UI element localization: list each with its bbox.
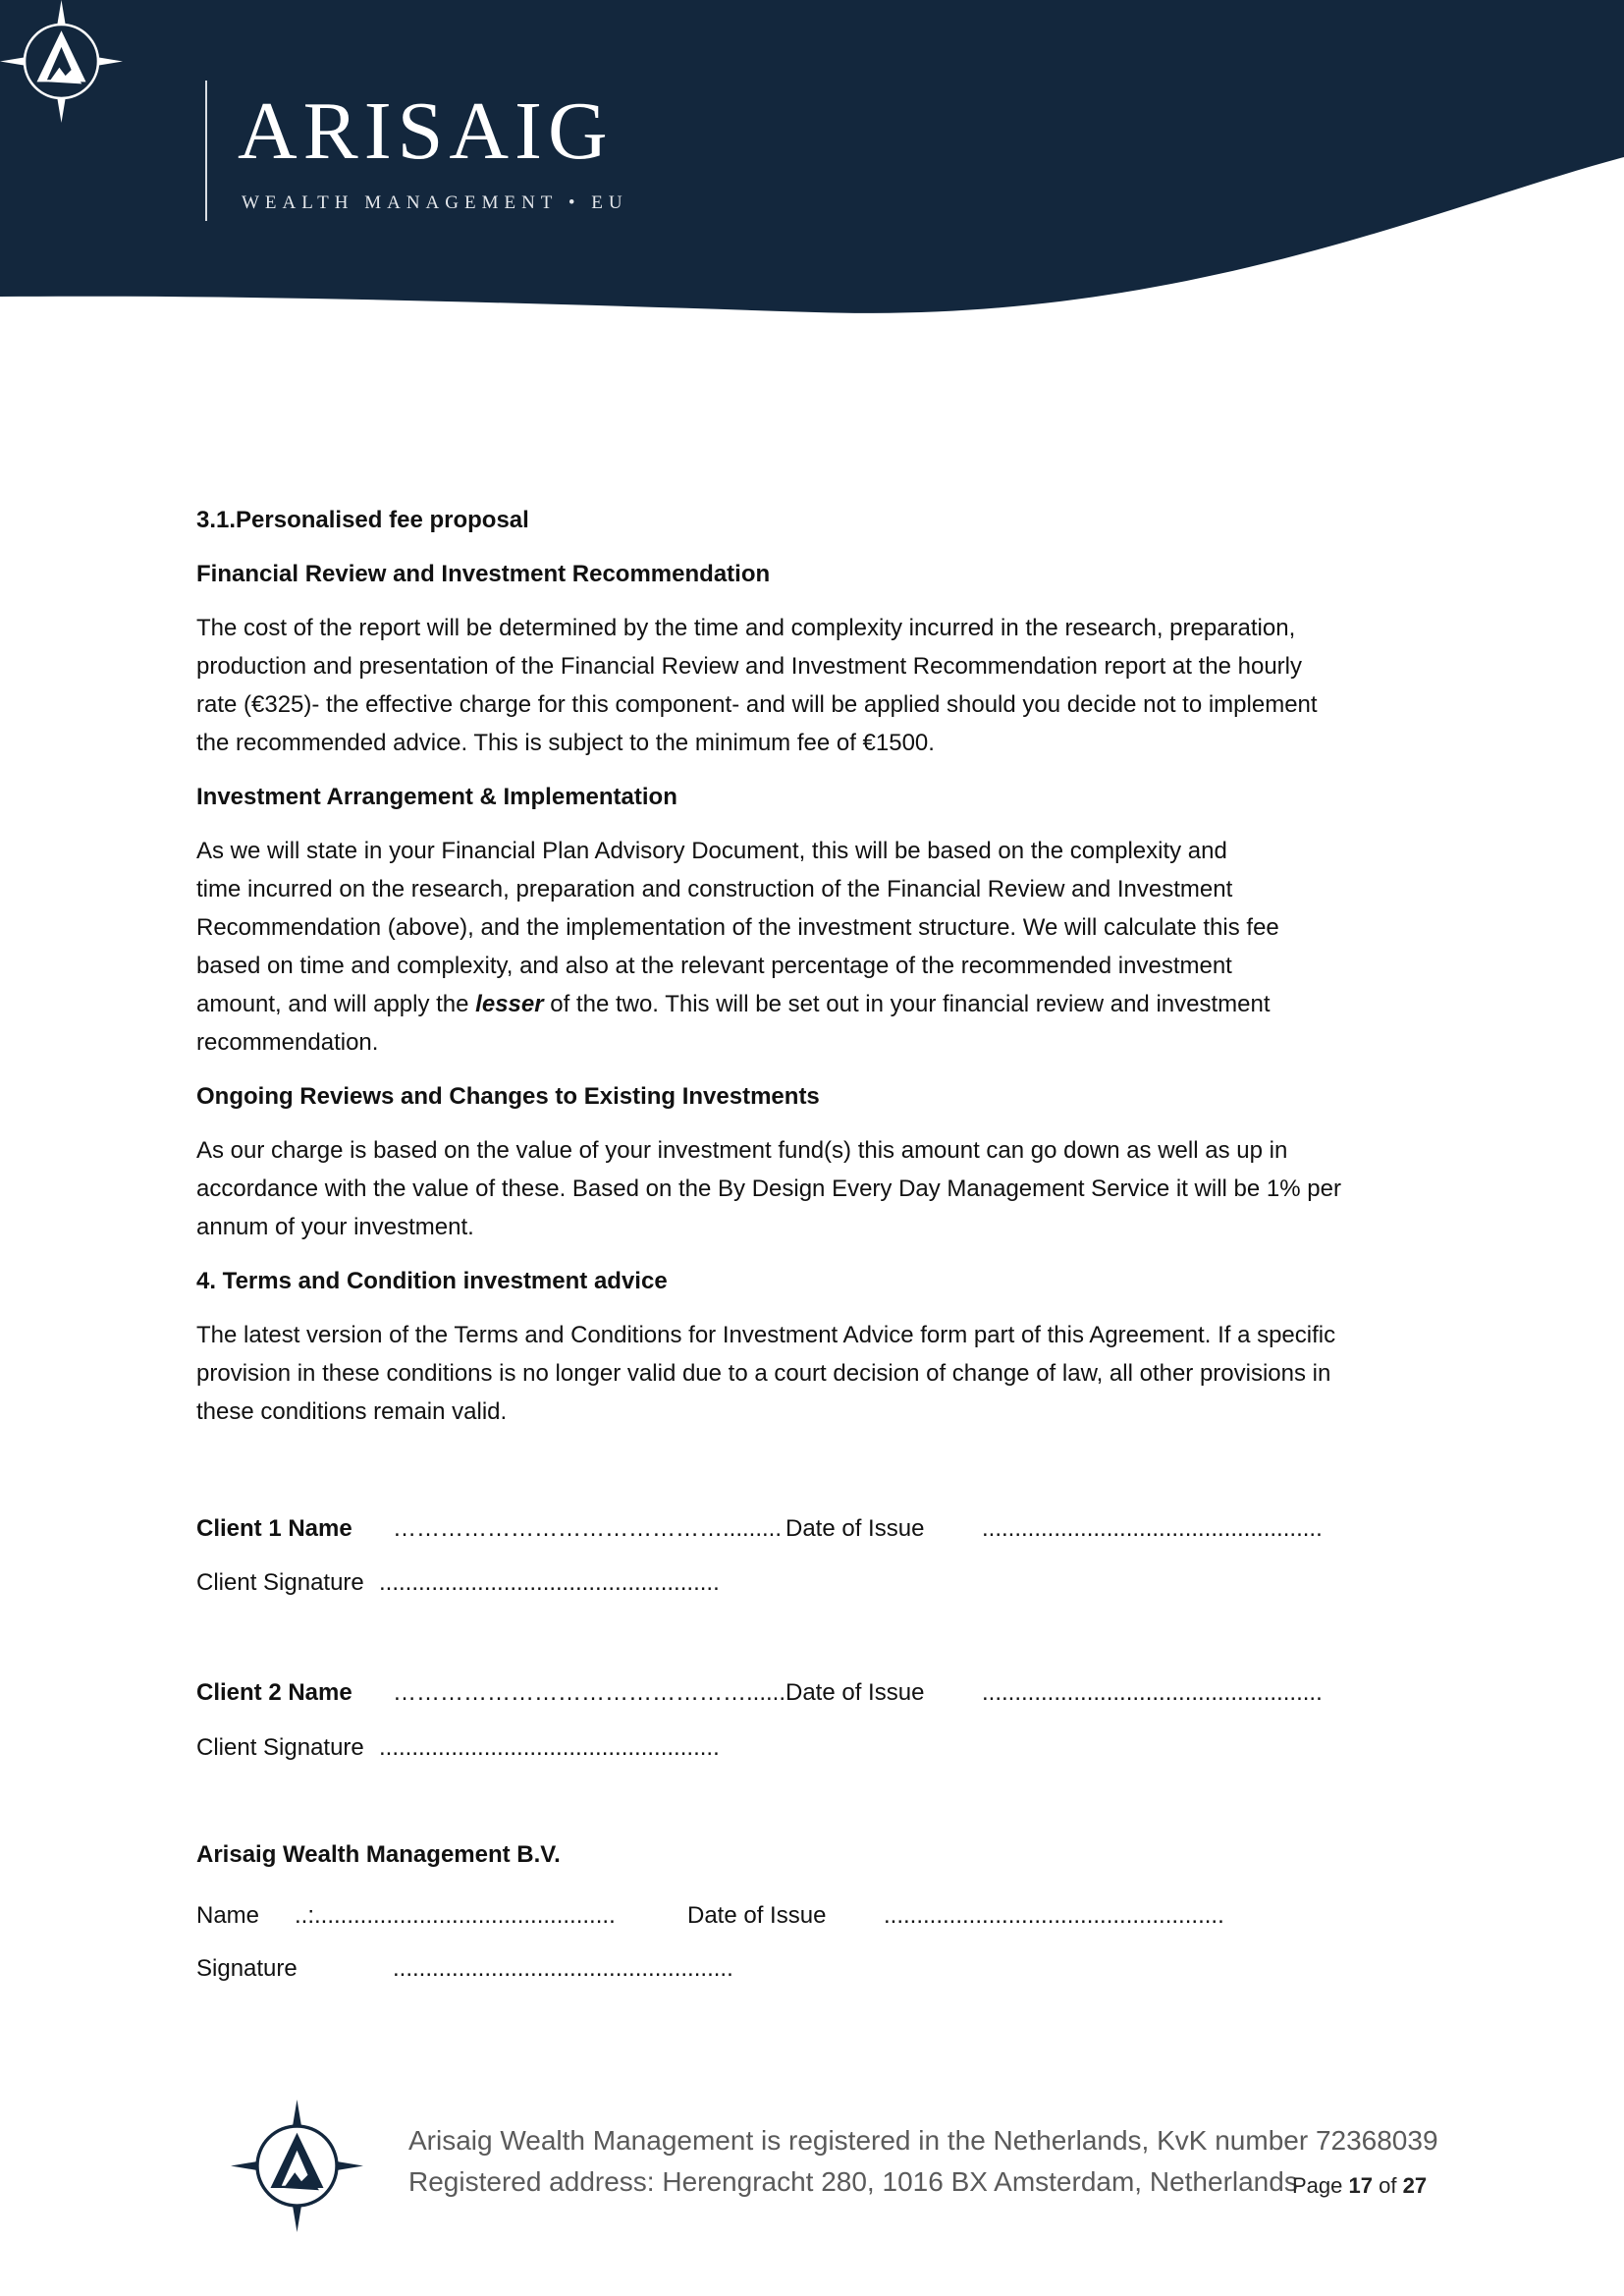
client2-name-field[interactable]: ………………………………………...... (393, 1679, 786, 1706)
paragraph-line: based on time and complexity, and also at the relevant percentage of the recommended investment (196, 953, 1232, 979)
paragraph-line: accordance with the value of these. Based on the By Design Every Day Management Service it will be 1% per (196, 1175, 1341, 1202)
brand-subtitle: WEALTH MANAGEMENT • EU (242, 192, 628, 213)
page-header (0, 0, 1624, 324)
paragraph-line: annum of your investment. (196, 1214, 474, 1240)
footer-registration-line: Arisaig Wealth Management is registered in the Netherlands, KvK number 72368039 (408, 2125, 1438, 2156)
page-total: 27 (1402, 2173, 1428, 2198)
paragraph-line: As our charge is based on the value of your investment fund(s) this amount can go down as well as up in (196, 1137, 1288, 1164)
footer-compass-logo-icon (231, 2100, 363, 2232)
page-number (1292, 2173, 1427, 2199)
client1-signature-label: Client Signature (196, 1569, 364, 1596)
client2-signature-field[interactable]: .................................................... (379, 1734, 720, 1761)
paragraph-line: Recommendation (above), and the implementation of the investment structure. We will calculate this fee (196, 914, 1279, 941)
paragraph-line: these conditions remain valid. (196, 1398, 508, 1425)
section-title: 3.1.Personalised fee proposal (196, 507, 529, 533)
client1-date-field[interactable]: .................................................... (982, 1515, 1323, 1542)
paragraph-line: production and presentation of the Financial Review and Investment Recommendation report at the hourly (196, 653, 1302, 680)
company-date-field[interactable]: .................................................... (884, 1902, 1224, 1929)
financial-review-heading: Financial Review and Investment Recommendation (196, 561, 771, 587)
company-label: Arisaig Wealth Management B.V. (196, 1841, 561, 1868)
company-signature-label: Signature (196, 1955, 298, 1982)
page-current: 17 (1348, 2173, 1373, 2198)
document-body (196, 501, 1434, 1431)
company-name-field[interactable]: ..:.............................................. (295, 1902, 616, 1929)
paragraph-line: provision in these conditions is no longer valid due to a court decision of change of law, all other provisions in (196, 1360, 1331, 1387)
paragraph-line: As we will state in your Financial Plan Advisory Document, this will be based on the complexity and (196, 838, 1227, 864)
paragraph-line: time incurred on the research, preparation and construction of the Financial Review and Investment (196, 876, 1233, 902)
client2-name-label: Client 2 Name (196, 1679, 352, 1706)
company-date-label: Date of Issue (687, 1902, 827, 1929)
paragraph-line: recommendation. (196, 1029, 379, 1056)
paragraph-line (196, 985, 1434, 1023)
page-of: of (1379, 2173, 1397, 2198)
compass-mountain-logo-icon (0, 0, 123, 123)
company-name-label: Name (196, 1902, 260, 1929)
emphasis-lesser: lesser (475, 991, 544, 1017)
ongoing-heading: Ongoing Reviews and Changes to Existing Investments (196, 1083, 820, 1110)
client2-date-field[interactable]: .................................................... (982, 1679, 1323, 1706)
arrangement-heading: Investment Arrangement & Implementation (196, 784, 677, 810)
client1-name-label: Client 1 Name (196, 1515, 352, 1542)
client2-date-label: Date of Issue (785, 1679, 925, 1706)
client1-signature-field[interactable]: .................................................... (379, 1569, 720, 1596)
paragraph-line: The cost of the report will be determined by the time and complexity incurred in the research, preparation, (196, 615, 1296, 641)
page-word: Page (1292, 2173, 1343, 2198)
client1-name-field[interactable]: ……………………………………......... (393, 1515, 783, 1542)
paragraph-line: rate (€325)- the effective charge for this component- and will be applied should you decide not to implement (196, 691, 1318, 718)
client1-date-label: Date of Issue (785, 1515, 925, 1542)
paragraph-line: The latest version of the Terms and Conditions for Investment Advice form part of this Agreement. If a specific (196, 1322, 1336, 1348)
company-signature-field[interactable]: .................................................... (393, 1955, 733, 1982)
text-span: amount, and will apply the (196, 991, 476, 1017)
client2-signature-label: Client Signature (196, 1734, 364, 1761)
brand-name: ARISAIG (238, 85, 614, 177)
logo-divider (205, 81, 207, 221)
paragraph-line: the recommended advice. This is subject to the minimum fee of €1500. (196, 730, 935, 756)
footer-address-line: Registered address: Herengracht 280, 1016 BX Amsterdam, Netherlands (408, 2166, 1298, 2197)
terms-heading: 4. Terms and Condition investment advice (196, 1268, 668, 1294)
text-span: of the two. This will be set out in your financial review and investment (543, 991, 1271, 1017)
